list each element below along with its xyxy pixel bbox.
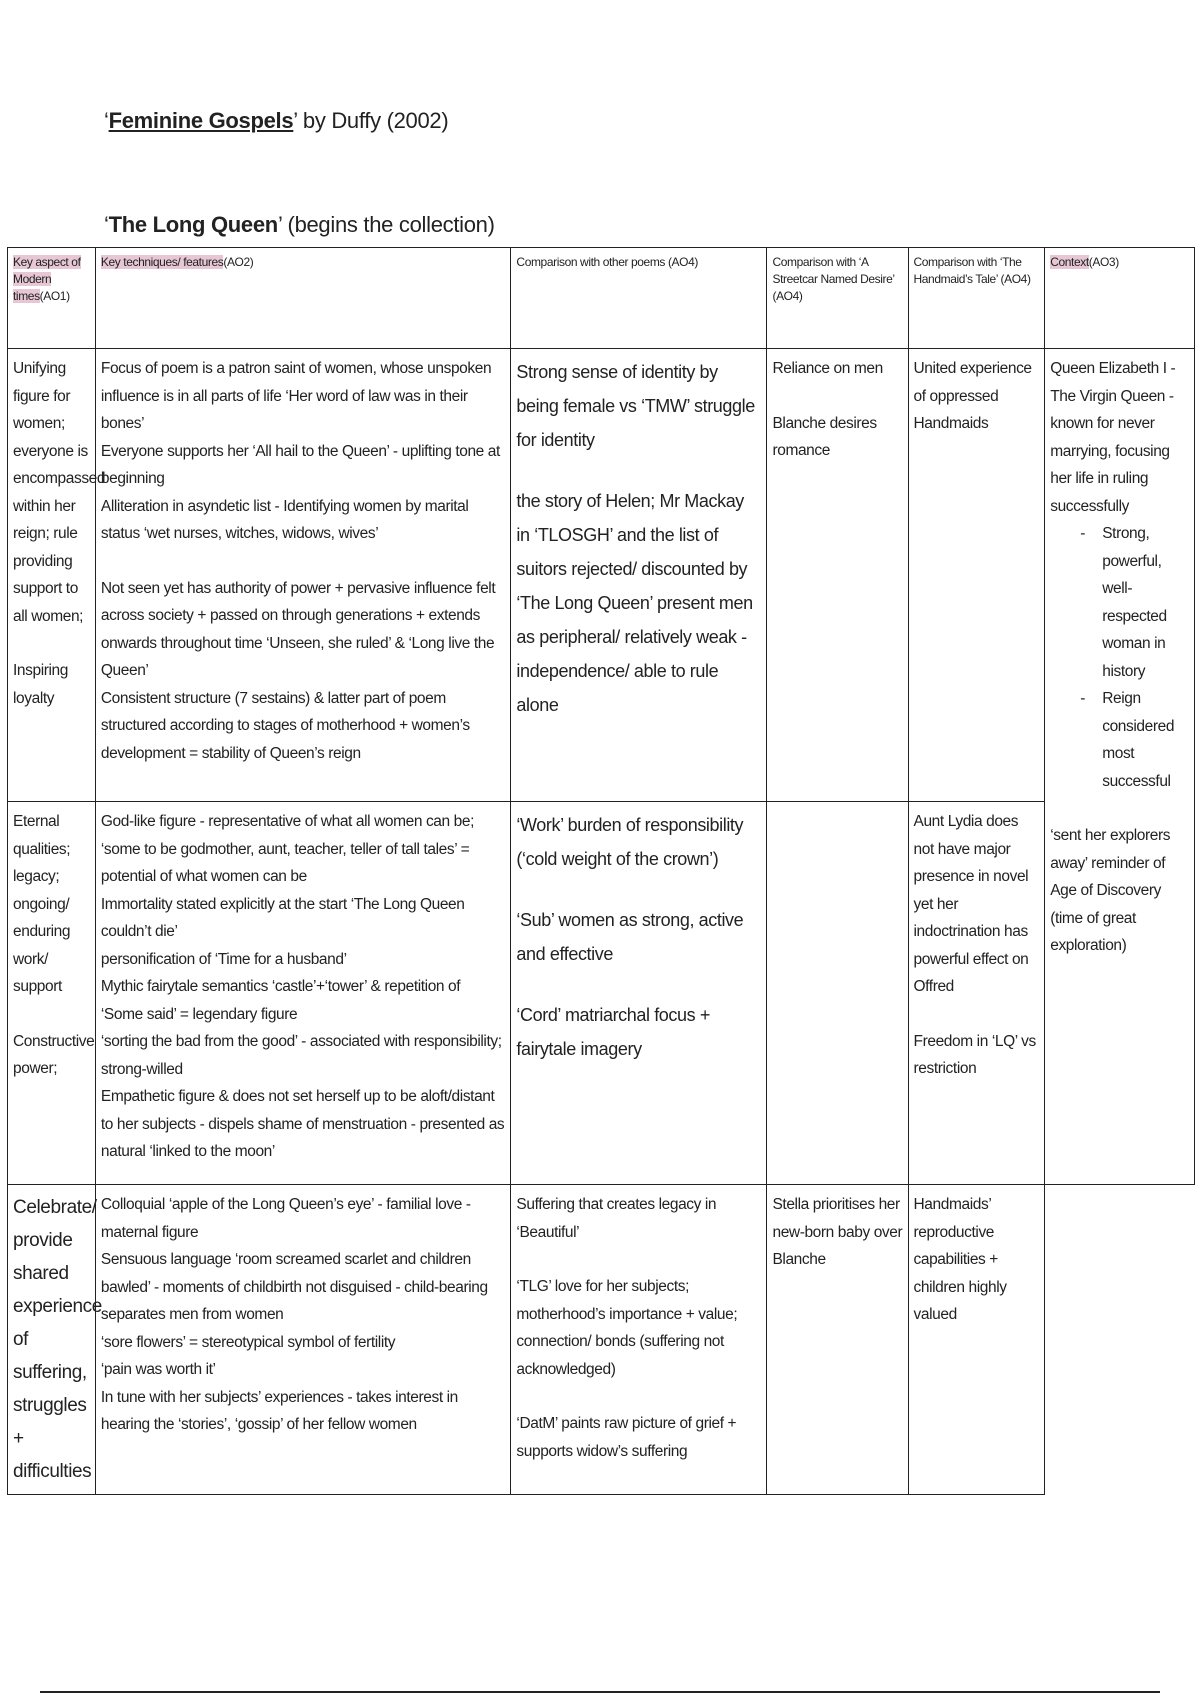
row1-technique: Alliteration in asyndetic list - Identifying women by marital status ‘wet nurses, witches, widows, wives’ [100, 497, 469, 542]
context-quote: ‘sent her explorers away’ reminder of Age of Discovery (time of great exploration) [1050, 827, 1171, 954]
row3-streetcar: Stella prioritises her new-born baby over Blanche [767, 1185, 908, 1495]
poem-name: The Long Queen [108, 212, 278, 237]
row2-technique: Immortality stated explicitly at the start ‘The Long Queen couldn’t die’ [100, 895, 465, 940]
row3-technique: ‘sore flowers’ = stereotypical symbol of fertility [100, 1333, 396, 1351]
header-context-highlight: Context [1050, 255, 1089, 269]
row2-handmaid [908, 802, 1045, 1185]
row1-techniques [95, 349, 511, 802]
header-comparison-streetcar: Comparison with ‘A Streetcar Named Desire’ (AO4) [767, 248, 908, 349]
row1-comparison [511, 349, 767, 802]
header-techniques-highlight: Key techniques/ features [100, 255, 224, 269]
row2-aspect [8, 802, 96, 1185]
row3-handmaid: Handmaids’ reproductive capabilities + children highly valued [908, 1185, 1045, 1495]
row3-technique: In tune with her subjects’ experiences - takes interest in hearing the ‘stories’, ‘gossip’ of her fellow women [100, 1388, 458, 1433]
poem-title [104, 212, 495, 238]
row3-comparison [511, 1185, 767, 1495]
row2-handmaid-text: Aunt Lydia does not have major presence in novel yet her indoctrination has powerful effect on Offred [913, 813, 1029, 995]
poem-note: ’ (begins the collection) [277, 212, 495, 237]
row1-aspect-text: Unifying figure for women; everyone is encompassed within her reign; rule providing support to all women; [13, 360, 106, 625]
row1-technique: Everyone supports her ‘All hail to the Queen’ - uplifting tone at beginning [100, 442, 500, 487]
table-row [8, 349, 1195, 802]
row2-comparison-text: ‘Work’ burden of responsibility (‘cold weight of the crown’) [516, 815, 744, 869]
row3-technique: Colloquial ‘apple of the Long Queen’s eye’ - familial love - maternal figure [100, 1196, 471, 1241]
header-techniques [95, 248, 511, 349]
row2-technique: God-like figure - representative of what all women can be; ‘some to be godmother, aunt, teacher, teller of tall tales’ = potential of what women can be [100, 813, 474, 885]
row1-technique: Focus of poem is a patron saint of women, whose unspoken influence is in all parts of life ‘Her word of law was in their bones’ [100, 360, 492, 432]
document-title [104, 108, 448, 134]
row1-streetcar-text: Reliance on men [772, 360, 883, 377]
empty-cell [1045, 1185, 1195, 1495]
row1-aspect-text: Inspiring loyalty [13, 662, 68, 707]
row2-streetcar [767, 802, 908, 1185]
title-work-name: Feminine Gospels [108, 108, 294, 133]
table-row [8, 802, 1195, 1185]
row3-aspect: Celebrate/ provide shared experience of suffering, struggles + difficulties [8, 1185, 96, 1495]
table-row [8, 1185, 1195, 1495]
row2-aspect-text: Eternal qualities; legacy; ongoing/ enduring work/ support [13, 813, 71, 995]
row1-comparison-text: Strong sense of identity by being female vs ‘TMW’ struggle for identity [516, 362, 755, 450]
row2-technique: Empathetic figure & does not set herself up to be aloft/distant to her subjects - dispels shame of menstruation - presented as natural ‘linked to the moon’ [100, 1088, 505, 1160]
row3-comparison-text: ‘DatM’ paints raw picture of grief + supports widow’s suffering [516, 1415, 737, 1460]
row2-handmaid-text: Freedom in ‘LQ’ vs restriction [913, 1032, 1036, 1077]
header-context-ao: (AO3) [1088, 255, 1119, 269]
row1-comparison-text: the story of Helen; Mr Mackay in ‘TLOSGH’ and the list of suitors rejected/ discounted by ‘The Long Queen’ present men as peripheral/ relatively weak - independence/ able to rule alone [516, 491, 753, 715]
context-list [1050, 520, 1189, 795]
row3-comparison-text: Suffering that creates legacy in ‘Beautiful’ [516, 1196, 717, 1241]
row2-technique: Mythic fairytale semantics ‘castle’+‘tower’ & repetition of ‘Some said’ = legendary figure [100, 978, 461, 1023]
row1-technique: Not seen yet has authority of power + pervasive influence felt across society + passed on through generations + extends onwards throughout time ‘Unseen, she ruled’ & ‘Long live the Queen’ [100, 579, 496, 679]
row1-technique: Consistent structure (7 sestains) & latter part of poem structured according to stages of motherhood + women’s development = stability of Queen’s reign [100, 689, 470, 762]
analysis-table [7, 247, 1195, 1495]
row2-techniques [95, 802, 511, 1185]
row2-comparison-text: ‘Cord’ matriarchal focus + fairytale imagery [516, 1005, 710, 1059]
header-comparison-poems: Comparison with other poems (AO4) [511, 248, 767, 349]
row2-technique: personification of ‘Time for a husband’ [100, 950, 347, 968]
row2-aspect-text: Constructive power; [13, 1032, 95, 1077]
row3-technique: Sensuous language ‘room screamed scarlet and children bawled’ - moments of childbirth not disguised - child-bearing separates men from women [100, 1251, 488, 1323]
row2-comparison [511, 802, 767, 1185]
header-techniques-ao: (AO2) [223, 255, 254, 269]
footer-divider [40, 1691, 1160, 1693]
row1-streetcar-text: Blanche desires romance [772, 414, 877, 459]
row3-comparison-text: ‘TLG’ love for her subjects; motherhood’s importance + value; connection/ bonds (suffering not acknowledged) [516, 1278, 738, 1378]
row1-handmaid: United experience of oppressed Handmaids [908, 349, 1045, 802]
header-modern-times-ao: (AO1) [39, 289, 70, 303]
title-open-quote: ‘ [104, 108, 109, 133]
context-cell [1045, 349, 1195, 1185]
title-author: ’ by Duffy (2002) [293, 108, 449, 133]
row1-streetcar [767, 349, 908, 802]
header-comparison-handmaid: Comparison with ‘The Handmaid’s Tale’ (AO4) [908, 248, 1045, 349]
header-modern-times [8, 248, 96, 349]
subtitle-open-quote: ‘ [104, 212, 109, 237]
row3-techniques [95, 1185, 511, 1495]
row3-technique: ‘pain was worth it’ [100, 1361, 216, 1378]
row2-technique: ‘sorting the bad from the good’ - associated with responsibility; strong-willed [100, 1033, 502, 1078]
header-context [1045, 248, 1195, 349]
header-modern-times-highlight: Key aspect of Modern times [13, 255, 81, 303]
context-bullet: - Strong, powerful, well-respected woman in history [1090, 520, 1189, 685]
context-intro: Queen Elizabeth I - The Virgin Queen - known for never marrying, focusing her life in ruling successfully [1050, 360, 1176, 515]
row2-comparison-text: ‘Sub’ women as strong, active and effective [516, 910, 744, 964]
table-header-row [8, 248, 1195, 349]
context-bullet: - Reign considered most successful [1090, 685, 1189, 795]
row1-aspect [8, 349, 106, 802]
